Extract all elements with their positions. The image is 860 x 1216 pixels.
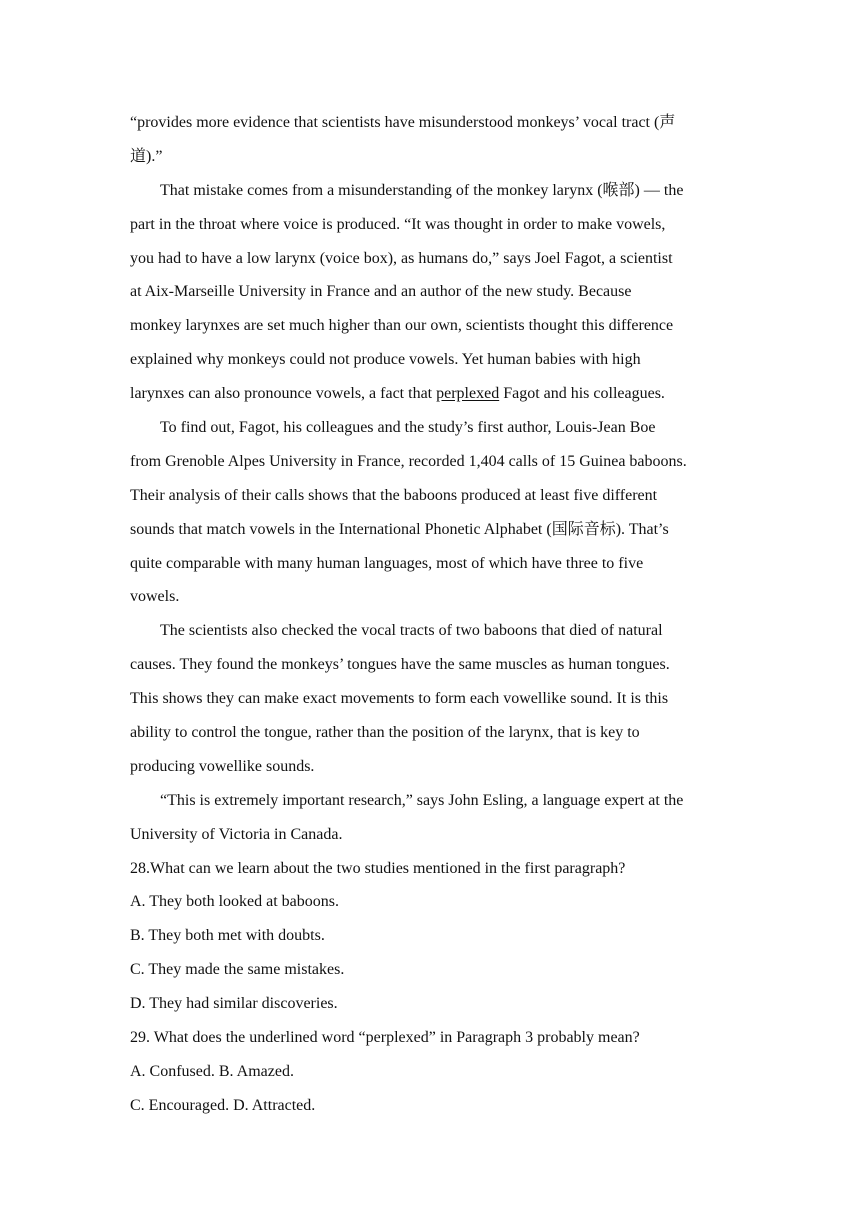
- answer-option: B. They both met with doubts.: [130, 927, 325, 945]
- paragraph-5: [130, 614, 740, 783]
- text-line: This shows they can make exact movements to form each vowellike sound. It is this: [130, 690, 669, 708]
- text-line: 道).”: [130, 147, 163, 165]
- underlined-word-perplexed: perplexed: [436, 385, 500, 403]
- text-segment: Fagot and his colleagues.: [499, 385, 665, 403]
- answer-option: C. They made the same mistakes.: [130, 961, 345, 979]
- text-line: vowels.: [130, 588, 180, 606]
- text-line: “provides more evidence that scientists have misunderstood monkeys’ vocal tract (声: [130, 114, 676, 131]
- answer-option: A. They both looked at baboons.: [130, 893, 340, 911]
- text-line: University of Victoria in Canada.: [130, 825, 343, 843]
- text-line: quite comparable with many human languages, most of which have three to five: [130, 554, 644, 572]
- question-28: [130, 852, 740, 1021]
- document-body: [130, 106, 740, 1123]
- question-29: [130, 1021, 740, 1123]
- text-segment: larynxes can also pronounce vowels, a fact that: [130, 385, 437, 403]
- text-line: [130, 377, 740, 411]
- paragraph-4: [130, 411, 740, 614]
- text-line: producing vowellike sounds.: [130, 757, 315, 775]
- text-line: monkey larynxes are set much higher than our own, scientists thought this difference: [130, 317, 674, 335]
- text-line: “This is extremely important research,” says John Esling, a language expert at the: [160, 791, 684, 809]
- text-line: sounds that match vowels in the International Phonetic Alphabet (国际音标). That’s: [130, 520, 669, 538]
- answer-option: C. Encouraged. D. Attracted.: [130, 1096, 316, 1114]
- text-line: Their analysis of their calls shows that the baboons produced at least five different: [130, 486, 658, 504]
- question-stem: 29. What does the underlined word “perplexed” in Paragraph 3 probably mean?: [130, 1029, 640, 1047]
- text-line: you had to have a low larynx (voice box), as humans do,” says Joel Fagot, a scientist: [130, 249, 673, 267]
- text-line: causes. They found the monkeys’ tongues have the same muscles as human tongues.: [130, 656, 670, 674]
- text-line: at Aix-Marseille University in France and an author of the new study. Because: [130, 283, 632, 301]
- text-line: The scientists also checked the vocal tracts of two baboons that died of natural: [160, 622, 663, 640]
- text-line: That mistake comes from a misunderstanding of the monkey larynx (喉部) — the: [160, 181, 684, 199]
- paragraph-1-tail: [130, 106, 740, 174]
- text-line: part in the throat where voice is produced. “It was thought in order to make vowels,: [130, 215, 666, 233]
- text-line: explained why monkeys could not produce vowels. Yet human babies with high: [130, 351, 641, 369]
- text-line: from Grenoble Alpes University in France, recorded 1,404 calls of 15 Guinea baboons.: [130, 452, 687, 470]
- question-stem: 28.What can we learn about the two studies mentioned in the first paragraph?: [130, 859, 626, 877]
- answer-option: A. Confused. B. Amazed.: [130, 1062, 294, 1080]
- paragraph-3: [130, 174, 740, 411]
- answer-option: D. They had similar discoveries.: [130, 995, 338, 1013]
- text-line: ability to control the tongue, rather than the position of the larynx, that is key to: [130, 724, 640, 742]
- text-line: To find out, Fagot, his colleagues and the study’s first author, Louis-Jean Boe: [160, 419, 656, 437]
- paragraph-6: [130, 784, 740, 852]
